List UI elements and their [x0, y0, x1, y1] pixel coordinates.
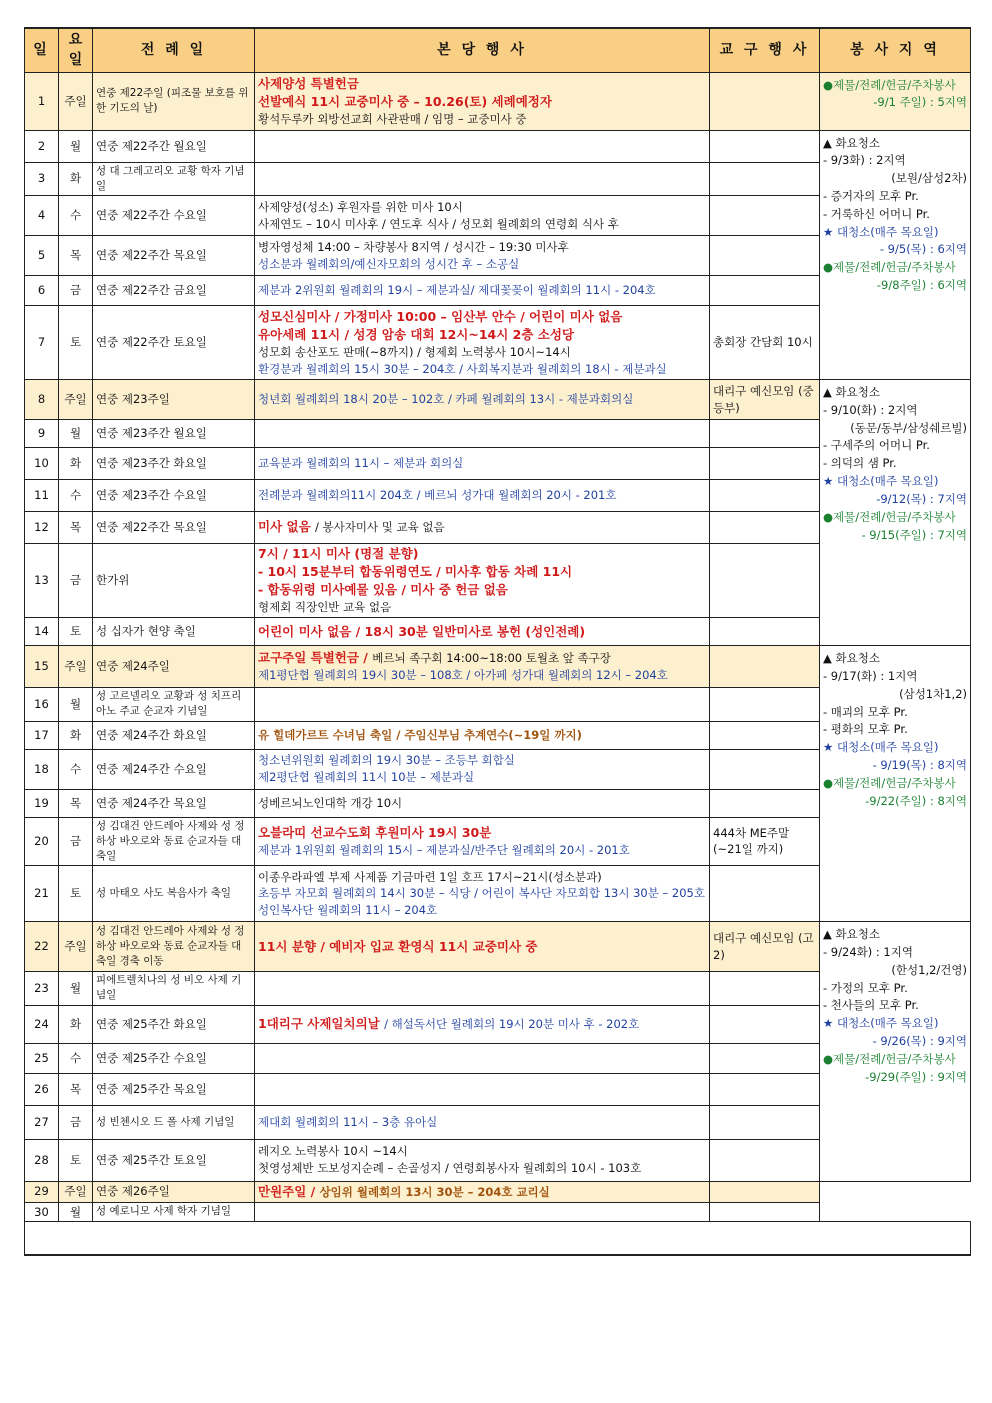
- liturgical-day: 연중 제26주일: [93, 1181, 255, 1202]
- event-highlight: 만원주일 /: [258, 1183, 320, 1199]
- service-line: -9/22(주일) : 8지역: [865, 793, 967, 808]
- liturgical-day: 연중 제25주간 토요일: [93, 1139, 255, 1181]
- event-line: 성모회 송산포도 판매(~8까지) / 형제회 노력봉사 10시~14시: [258, 344, 571, 359]
- event-line: 성베르뇌노인대학 개강 10시: [258, 795, 403, 810]
- service-line: ●제물/전례/헌금/주차봉사: [823, 509, 956, 524]
- day-number: 20: [25, 817, 59, 866]
- parish-events: [255, 72, 710, 130]
- event-line: [258, 1183, 706, 1201]
- day-number: 14: [25, 618, 59, 646]
- schedule-table: [24, 27, 971, 1256]
- day-row: [25, 1181, 971, 1202]
- day-number: 28: [25, 1139, 59, 1181]
- diocese-events: 대리구 예신모임 (고2): [710, 922, 820, 972]
- event-line: 초등부 자모회 월례회의 14시 30분 – 식당 / 어린이 복사단 자모회합 13시 30분 – 205호: [258, 886, 705, 901]
- parish-events: [255, 688, 710, 721]
- day-number: 9: [25, 420, 59, 448]
- event-line: 유아세례 11시 / 성경 암송 대회 12시~14시 2층 소성당: [258, 326, 575, 342]
- event-line: 형제회 직장인반 교육 없음: [258, 600, 392, 615]
- event-line: 성인복사단 월례회의 11시 – 204호: [258, 903, 438, 917]
- event-line: - 10시 15분부터 합동위령연도 / 미사후 합동 차례 11시: [258, 564, 573, 580]
- day-of-week: 금: [59, 1105, 93, 1139]
- liturgical-day: 성 빈첸시오 드 폴 사제 기념일: [93, 1105, 255, 1139]
- service-line: - 9/26(목) : 9지역: [872, 1034, 967, 1049]
- diocese-events: [710, 480, 820, 512]
- diocese-events: [710, 420, 820, 448]
- day-of-week: 토: [59, 866, 93, 922]
- liturgical-day: 성 대 그레고리오 교황 학자 기념일: [93, 162, 255, 195]
- parish-events: [255, 972, 710, 1005]
- day-of-week: 목: [59, 789, 93, 817]
- liturgical-day: 연중 제22주간 목요일: [93, 236, 255, 276]
- day-of-week: 토: [59, 618, 93, 646]
- event-line: - 합동위령 미사예물 있음 / 미사 중 헌금 없음: [258, 582, 508, 598]
- liturgical-day: 성 마태오 사도 복음사가 축일: [93, 866, 255, 922]
- liturgical-day: 연중 제24주간 화요일: [93, 721, 255, 749]
- day-number: 3: [25, 162, 59, 195]
- liturgical-day: 성 십자가 현양 축일: [93, 618, 255, 646]
- liturgical-day: 연중 제24주간 목요일: [93, 789, 255, 817]
- day-number: 5: [25, 236, 59, 276]
- col-day: 일: [25, 28, 59, 72]
- diocese-events: [710, 448, 820, 480]
- col-liturgy: 전 례 일: [93, 28, 255, 72]
- diocese-events: [710, 1043, 820, 1073]
- day-number: 6: [25, 276, 59, 306]
- service-line: - 증거자의 모후 Pr.: [823, 189, 919, 204]
- liturgical-day: 성 고르넬리오 교황과 성 치프리아노 주교 순교자 기념일: [93, 688, 255, 721]
- diocese-events: 444차 ME주말 (~21일 까지): [710, 817, 820, 866]
- header-row: [25, 28, 971, 72]
- day-row: [25, 646, 971, 688]
- event-highlight: 1대리구 사제일치의날: [258, 1016, 385, 1032]
- parish-events: [255, 1105, 710, 1139]
- day-number: 17: [25, 721, 59, 749]
- diocese-events: [710, 1202, 820, 1222]
- service-line: - 9/15(주일) : 7지역: [861, 527, 967, 542]
- liturgical-day: 연중 제23주간 월요일: [93, 420, 255, 448]
- parish-events: [255, 544, 710, 618]
- day-number: 16: [25, 688, 59, 721]
- parish-events: [255, 866, 710, 922]
- diocese-events: [710, 721, 820, 749]
- day-row: [25, 1202, 971, 1222]
- day-of-week: 수: [59, 196, 93, 236]
- day-number: 8: [25, 380, 59, 420]
- diocese-events: [710, 646, 820, 688]
- day-row: [25, 130, 971, 162]
- parish-events: [255, 196, 710, 236]
- service-line: -9/8주일) : 6지역: [876, 278, 967, 293]
- service-line: ●제물/전례/헌금/주차봉사: [823, 1051, 956, 1066]
- event-line: 이종우라파엘 부제 사제품 기금마련 1일 호프 17시~21시(성소분과): [258, 869, 602, 884]
- liturgical-day: 성 김대건 안드레아 사제와 성 정하상 바오로와 동료 순교자들 대축일: [93, 817, 255, 866]
- diocese-events: [710, 544, 820, 618]
- day-number: 11: [25, 480, 59, 512]
- parish-events: [255, 646, 710, 688]
- day-of-week: 수: [59, 480, 93, 512]
- day-of-week: 금: [59, 544, 93, 618]
- day-number: 29: [25, 1181, 59, 1202]
- service-line: - 구세주의 어머니 Pr.: [823, 438, 930, 453]
- service-area-block2: [820, 130, 971, 379]
- event-line: 교육분과 월례회의 11시 – 제분과 회의실: [258, 456, 464, 471]
- day-of-week: 화: [59, 1005, 93, 1043]
- liturgical-day: 성 예로니모 사제 학자 기념일: [93, 1202, 255, 1222]
- day-number: 30: [25, 1202, 59, 1222]
- event-line: [258, 649, 706, 667]
- service-line: ★ 대청소(매주 목요일): [823, 740, 939, 755]
- day-of-week: 주일: [59, 1181, 93, 1202]
- parish-events: [255, 721, 710, 749]
- service-line: ●제물/전례/헌금/주차봉사: [823, 77, 956, 92]
- day-number: 25: [25, 1043, 59, 1073]
- event-detail: / 봉사자미사 및 교육 없음: [315, 520, 445, 535]
- liturgical-day: 연중 제22주간 목요일: [93, 512, 255, 544]
- diocese-events: [710, 789, 820, 817]
- diocese-events: 총회장 간담회 10시: [710, 306, 820, 380]
- service-line: (한성1,2/건영): [891, 962, 967, 977]
- diocese-events: [710, 1073, 820, 1105]
- event-line: 청년회 월례회의 18시 20분 – 102호 / 카페 월례회의 13시 - 제분과회의실: [258, 392, 634, 407]
- day-of-week: 주일: [59, 646, 93, 688]
- event-line: 어린이 미사 없음 / 18시 30분 일반미사로 봉헌 (성인전례): [258, 623, 586, 639]
- day-number: 19: [25, 789, 59, 817]
- event-line: 첫영성체반 도보성지순례 – 손골성지 / 연령회봉사자 월례회의 10시 - 103호: [258, 1161, 642, 1176]
- service-line: ★ 대청소(매주 목요일): [823, 224, 939, 239]
- parish-events: [255, 306, 710, 380]
- event-line: 사제양성(성소) 후원자를 위한 미사 10시: [258, 199, 463, 214]
- event-line: 성모신심미사 / 가정미사 10:00 – 임산부 안수 / 어린이 미사 없음: [258, 308, 623, 324]
- service-line: ▲ 화요청소: [823, 135, 880, 150]
- day-number: 13: [25, 544, 59, 618]
- liturgical-day: 연중 제23주간 화요일: [93, 448, 255, 480]
- day-of-week: 월: [59, 420, 93, 448]
- day-number: 1: [25, 72, 59, 130]
- day-of-week: 주일: [59, 922, 93, 972]
- event-line: [258, 518, 706, 536]
- day-of-week: 월: [59, 688, 93, 721]
- day-of-week: 금: [59, 817, 93, 866]
- day-number: 12: [25, 512, 59, 544]
- parish-events: [255, 480, 710, 512]
- day-number: 23: [25, 972, 59, 1005]
- parish-events: [255, 380, 710, 420]
- event-line: 청소년위원회 월례회의 19시 30분 – 조등부 회합실: [258, 753, 515, 768]
- parish-events: [255, 162, 710, 195]
- service-area-block3: [820, 380, 971, 646]
- liturgical-day: 한가위: [93, 544, 255, 618]
- day-number: 2: [25, 130, 59, 162]
- diocese-events: [710, 866, 820, 922]
- parish-events: [255, 618, 710, 646]
- day-of-week: 수: [59, 1043, 93, 1073]
- day-of-week: 화: [59, 162, 93, 195]
- service-line: -9/1 주일) : 5지역: [873, 95, 967, 110]
- service-line: - 의덕의 샘 Pr.: [823, 456, 897, 471]
- service-line: - 9/17(화) : 1지역: [823, 668, 918, 683]
- event-line: 제분과 2위원회 월례회의 19시 – 제분과실/ 제대꽃꽂이 월례회의 11시 - 204호: [258, 283, 656, 298]
- service-line: - 가정의 모후 Pr.: [823, 980, 908, 995]
- service-line: (보원/삼성2차): [891, 171, 967, 186]
- parish-events: [255, 276, 710, 306]
- event-line: 사제연도 – 10시 미사후 / 연도후 식사 / 성모회 월례회의 연령회 식사 후: [258, 216, 619, 231]
- day-number: 24: [25, 1005, 59, 1043]
- liturgical-day: 연중 제24주일: [93, 646, 255, 688]
- liturgical-day: 연중 제22주일 (피조물 보호를 위한 기도의 날): [93, 72, 255, 130]
- service-line: ★ 대청소(매주 목요일): [823, 474, 939, 489]
- event-line: 11시 분향 / 예비자 입교 환영식 11시 교중미사 중: [258, 938, 538, 954]
- day-of-week: 토: [59, 1139, 93, 1181]
- event-line: 제분과 1위원회 월례회의 15시 – 제분과실/반주단 월례회의 20시 - 201호: [258, 843, 630, 858]
- day-row: [25, 72, 971, 130]
- event-line: 제대회 월례회의 11시 – 3층 유아실: [258, 1114, 438, 1129]
- diocese-events: [710, 196, 820, 236]
- diocese-events: [710, 236, 820, 276]
- empty-cell: [25, 1222, 971, 1256]
- day-number: 4: [25, 196, 59, 236]
- diocese-events: [710, 1105, 820, 1139]
- day-number: 15: [25, 646, 59, 688]
- col-dow: 요일: [59, 28, 93, 72]
- service-area-block1: [820, 72, 971, 130]
- service-line: ▲ 화요청소: [823, 927, 880, 942]
- parish-events: [255, 1005, 710, 1043]
- parish-events: [255, 448, 710, 480]
- day-of-week: 목: [59, 512, 93, 544]
- diocese-events: [710, 130, 820, 162]
- day-number: 10: [25, 448, 59, 480]
- parish-events: [255, 512, 710, 544]
- parish-events: [255, 130, 710, 162]
- diocese-events: [710, 1005, 820, 1043]
- parish-events: [255, 1043, 710, 1073]
- liturgical-day: 피에트렐치나의 성 비오 사제 기념일: [93, 972, 255, 1005]
- col-service-area: 봉 사 지 역: [820, 28, 971, 72]
- event-line: 사제양성 특별헌금: [258, 75, 359, 91]
- liturgical-day: 연중 제22주간 수요일: [93, 196, 255, 236]
- event-line: 환경분과 월례회의 15시 30분 – 204호 / 사회복지분과 월례회의 18시 - 제분과실: [258, 361, 667, 376]
- liturgical-day: 연중 제22주간 월요일: [93, 130, 255, 162]
- event-detail: / 해설독서단 월례회의 19시 20분 미사 후 - 202호: [384, 1017, 640, 1032]
- day-of-week: 토: [59, 306, 93, 380]
- service-line: ●제물/전례/헌금/주차봉사: [823, 775, 956, 790]
- diocese-events: [710, 972, 820, 1005]
- event-line: 유 힐데가르트 수녀님 축일 / 주임신부님 추계연수(~19일 까지): [258, 727, 582, 742]
- liturgical-day: 연중 제25주간 목요일: [93, 1073, 255, 1105]
- diocese-events: [710, 162, 820, 195]
- diocese-events: [710, 688, 820, 721]
- service-line: ▲ 화요청소: [823, 385, 880, 400]
- parish-events: [255, 420, 710, 448]
- parish-events: [255, 1181, 710, 1202]
- service-area-block4: [820, 646, 971, 922]
- diocese-events: 대리구 예신모임 (중등부): [710, 380, 820, 420]
- event-line: 병자영성체 14:00 – 차량봉사 8지역 / 성시간 – 19:30 미사후: [258, 239, 569, 254]
- parish-events: [255, 236, 710, 276]
- liturgical-day: 연중 제23주간 수요일: [93, 480, 255, 512]
- day-of-week: 화: [59, 721, 93, 749]
- event-line: 선발예식 11시 교중미사 중 – 10.26(토) 세례예정자: [258, 93, 552, 109]
- day-row: [25, 922, 971, 972]
- parish-events: [255, 922, 710, 972]
- liturgical-day: 성 김대건 안드레아 사제와 성 정하상 바오로와 동료 순교자들 대축일 경축 이동: [93, 922, 255, 972]
- day-of-week: 주일: [59, 72, 93, 130]
- service-line: - 평화의 모후 Pr.: [823, 722, 908, 737]
- event-line: [258, 1015, 706, 1033]
- diocese-events: [710, 276, 820, 306]
- service-line: ●제물/전례/헌금/주차봉사: [823, 260, 956, 275]
- service-line: (삼성1차1,2): [899, 686, 967, 701]
- service-line: - 9/3화) : 2지역: [823, 153, 906, 168]
- col-diocese-events: 교 구 행 사: [710, 28, 820, 72]
- day-of-week: 주일: [59, 380, 93, 420]
- event-line: 오블라띠 선교수도회 후원미사 19시 30분: [258, 824, 492, 840]
- day-of-week: 월: [59, 130, 93, 162]
- liturgical-day: 연중 제22주간 토요일: [93, 306, 255, 380]
- day-of-week: 금: [59, 276, 93, 306]
- day-number: 18: [25, 749, 59, 789]
- event-detail: 상임위 월례회의 13시 30분 – 204호 교리실: [319, 1184, 550, 1199]
- day-of-week: 월: [59, 972, 93, 1005]
- service-line: -9/29(주일) : 9지역: [865, 1069, 967, 1084]
- service-line: - 9/10(화) : 2지역: [823, 402, 918, 417]
- col-parish-events: 본 당 행 사: [255, 28, 710, 72]
- diocese-events: [710, 512, 820, 544]
- day-of-week: 수: [59, 749, 93, 789]
- parish-events: [255, 749, 710, 789]
- event-line: 황석두루카 외방선교회 사관판매 / 임명 – 교중미사 중: [258, 111, 527, 126]
- day-of-week: 목: [59, 1073, 93, 1105]
- event-line: 레지오 노력봉사 10시 ~14시: [258, 1144, 408, 1159]
- day-number: 26: [25, 1073, 59, 1105]
- day-number: 7: [25, 306, 59, 380]
- liturgical-day: 연중 제23주일: [93, 380, 255, 420]
- service-line: - 9/19(목) : 8지역: [872, 757, 967, 772]
- diocese-events: [710, 618, 820, 646]
- diocese-events: [710, 72, 820, 130]
- day-row: [25, 380, 971, 420]
- diocese-events: [710, 749, 820, 789]
- parish-events: [255, 1139, 710, 1181]
- event-line: 제2평단협 월례회의 11시 10분 – 제분과실: [258, 770, 475, 785]
- event-line: 성소분과 월례회의/예신자모회의 성시간 후 – 소공실: [258, 256, 520, 271]
- event-detail: 베르뇌 족구회 14:00~18:00 토월초 앞 족구장: [372, 651, 611, 666]
- service-line: - 천사들의 모후 Pr.: [823, 998, 919, 1013]
- service-line: - 매괴의 모후 Pr.: [823, 704, 908, 719]
- parish-events: [255, 789, 710, 817]
- parish-events: [255, 1202, 710, 1222]
- event-line: 전례분과 월례회의11시 204호 / 베르뇌 성가대 월례회의 20시 - 201호: [258, 488, 617, 503]
- day-number: 27: [25, 1105, 59, 1139]
- liturgical-day: 연중 제24주간 수요일: [93, 749, 255, 789]
- event-line: 7시 / 11시 미사 (명절 분향): [258, 546, 419, 562]
- diocese-events: [710, 1139, 820, 1181]
- service-line: -9/12(목) : 7지역: [876, 491, 967, 506]
- service-line: - 9/24화) : 1지역: [823, 944, 913, 959]
- liturgical-day: 연중 제25주간 수요일: [93, 1043, 255, 1073]
- parish-events: [255, 817, 710, 866]
- liturgical-day: 연중 제22주간 금요일: [93, 276, 255, 306]
- service-line: (동문/동부/삼성쉐르빌): [850, 420, 967, 435]
- service-line: - 거룩하신 어머니 Pr.: [823, 206, 930, 221]
- day-number: 21: [25, 866, 59, 922]
- service-line: ★ 대청소(매주 목요일): [823, 1016, 939, 1031]
- event-highlight: 교구주일 특별헌금 /: [258, 650, 373, 666]
- parish-events: [255, 1073, 710, 1105]
- day-number: 22: [25, 922, 59, 972]
- service-line: ▲ 화요청소: [823, 651, 880, 666]
- diocese-events: [710, 1181, 820, 1202]
- day-of-week: 목: [59, 236, 93, 276]
- empty-row: [25, 1222, 971, 1256]
- liturgical-day: 연중 제25주간 화요일: [93, 1005, 255, 1043]
- service-line: - 9/5(목) : 6지역: [879, 242, 967, 257]
- day-of-week: 월: [59, 1202, 93, 1222]
- event-line: 제1평단협 월례회의 19시 30분 – 108호 / 아가페 성가대 월례회의 12시 – 204호: [258, 668, 668, 683]
- service-area-block5: [820, 922, 971, 1181]
- day-of-week: 화: [59, 448, 93, 480]
- event-highlight: 미사 없음: [258, 519, 316, 535]
